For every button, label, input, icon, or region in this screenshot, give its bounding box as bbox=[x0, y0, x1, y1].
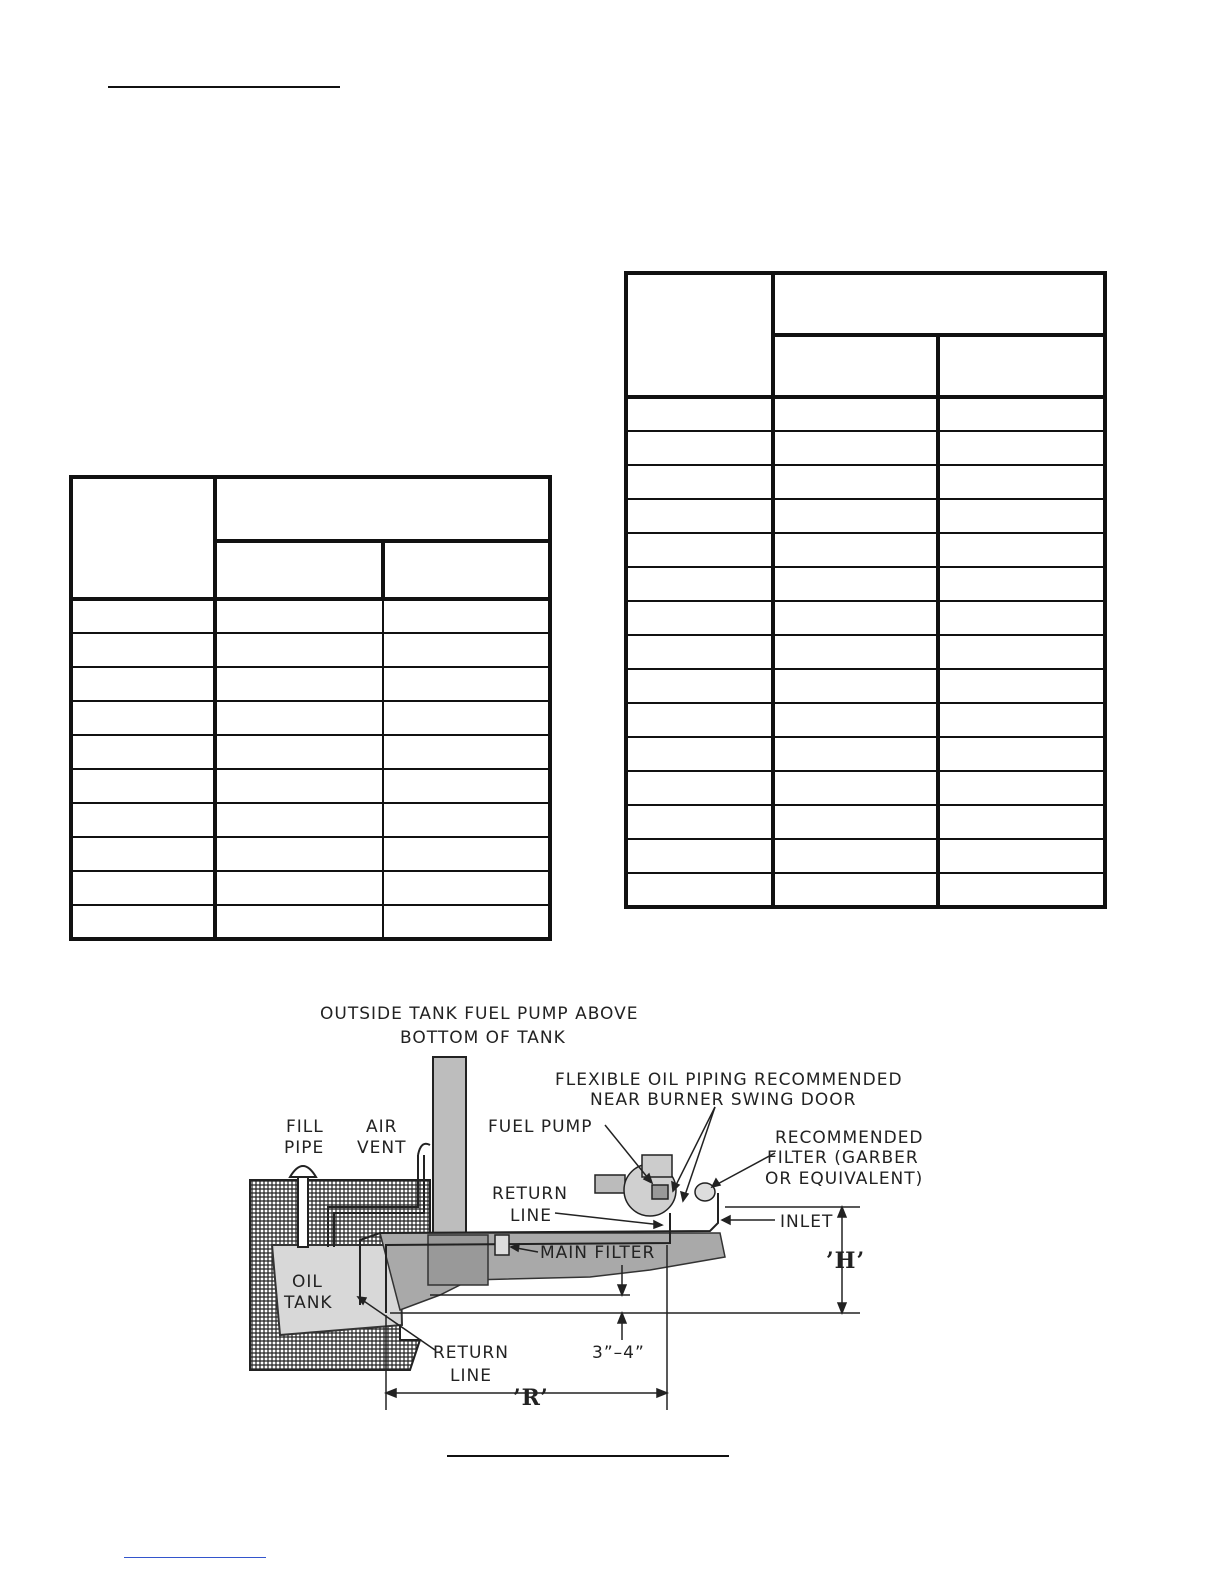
main-filter bbox=[495, 1235, 509, 1255]
fill-pipe-label-line1: FILL bbox=[286, 1117, 324, 1137]
h-dimension-label: ’H’ bbox=[826, 1248, 866, 1274]
table-row bbox=[71, 769, 550, 803]
table-row bbox=[626, 635, 1105, 669]
return-line-top-label-line2: LINE bbox=[510, 1206, 552, 1226]
flex-piping-label-line2: NEAR BURNER SWING DOOR bbox=[590, 1090, 857, 1110]
flex-piping-label-line1: FLEXIBLE OIL PIPING RECOMMENDED bbox=[555, 1070, 903, 1090]
table-row bbox=[626, 873, 1105, 907]
right-table-header-cell bbox=[626, 273, 773, 397]
table-row bbox=[71, 803, 550, 837]
main-filter-label: MAIN FILTER bbox=[540, 1243, 656, 1263]
table-row bbox=[626, 431, 1105, 465]
table-row bbox=[626, 737, 1105, 771]
table-row bbox=[71, 905, 550, 939]
fill-pipe-label-line2: PIPE bbox=[284, 1138, 325, 1158]
diagram-title-line1: OUTSIDE TANK FUEL PUMP ABOVE bbox=[320, 1004, 639, 1024]
right-table-subheader-1 bbox=[773, 335, 938, 397]
fill-pipe bbox=[298, 1175, 308, 1247]
burner-top bbox=[642, 1155, 672, 1177]
table-row bbox=[71, 633, 550, 667]
heading-underline bbox=[108, 86, 340, 88]
right-table-group-header bbox=[773, 273, 1105, 335]
table-row bbox=[626, 567, 1105, 601]
left-table-subheader-1 bbox=[215, 541, 383, 599]
table-row bbox=[71, 735, 550, 769]
recommended-filter-label-line3: OR EQUIVALENT) bbox=[765, 1169, 924, 1189]
table-row bbox=[626, 703, 1105, 737]
flex-leader-1 bbox=[673, 1107, 715, 1191]
air-vent-label-line1: AIR bbox=[366, 1117, 398, 1137]
table-row bbox=[71, 667, 550, 701]
table-row bbox=[626, 839, 1105, 873]
right-table-subheader-2 bbox=[938, 335, 1105, 397]
chimney-column bbox=[433, 1057, 466, 1235]
pump-base-block bbox=[428, 1235, 488, 1285]
left-table-group-header bbox=[215, 477, 550, 541]
table-row bbox=[626, 805, 1105, 839]
table-row bbox=[626, 499, 1105, 533]
table-row bbox=[626, 601, 1105, 635]
fuel-pump-label: FUEL PUMP bbox=[488, 1117, 593, 1137]
table-row bbox=[71, 701, 550, 735]
diagram-title-line2: BOTTOM OF TANK bbox=[400, 1028, 566, 1048]
return-line-bottom-label-line2: LINE bbox=[450, 1366, 492, 1386]
oil-tank-label-line2: TANK bbox=[284, 1293, 333, 1313]
fill-pipe-cap bbox=[290, 1166, 316, 1177]
table-row bbox=[626, 669, 1105, 703]
left-table-subheader-2 bbox=[383, 541, 550, 599]
oil-tank-label-line1: OIL bbox=[292, 1272, 323, 1292]
inlet-label: INLET bbox=[780, 1212, 834, 1232]
left-table-header-cell bbox=[71, 477, 215, 599]
gap-dimension-label: 3”–4” bbox=[592, 1343, 645, 1363]
right-table bbox=[624, 271, 1107, 909]
recommended-filter-label-line2: FILTER (GARBER bbox=[767, 1148, 919, 1168]
recommended-filter-label-line1: RECOMMENDED bbox=[775, 1128, 924, 1148]
table-row bbox=[626, 397, 1105, 431]
footer-link-underline[interactable] bbox=[124, 1557, 266, 1558]
table-row bbox=[71, 871, 550, 905]
figure-caption-underline bbox=[447, 1455, 729, 1457]
return-line-top-label-line1: RETURN bbox=[492, 1184, 568, 1204]
air-vent-hook bbox=[418, 1144, 430, 1155]
left-table bbox=[69, 475, 552, 941]
table-row bbox=[71, 599, 550, 633]
burner-body bbox=[595, 1175, 625, 1193]
air-vent-label-line2: VENT bbox=[357, 1138, 407, 1158]
fuel-pump bbox=[652, 1185, 668, 1199]
return-line-bottom-label-line1: RETURN bbox=[433, 1343, 509, 1363]
table-row bbox=[626, 533, 1105, 567]
r-dimension-label: ’R’ bbox=[513, 1385, 549, 1411]
table-row bbox=[626, 465, 1105, 499]
table-row bbox=[626, 771, 1105, 805]
oil-tank-piping-diagram bbox=[230, 995, 970, 1425]
table-row bbox=[71, 837, 550, 871]
